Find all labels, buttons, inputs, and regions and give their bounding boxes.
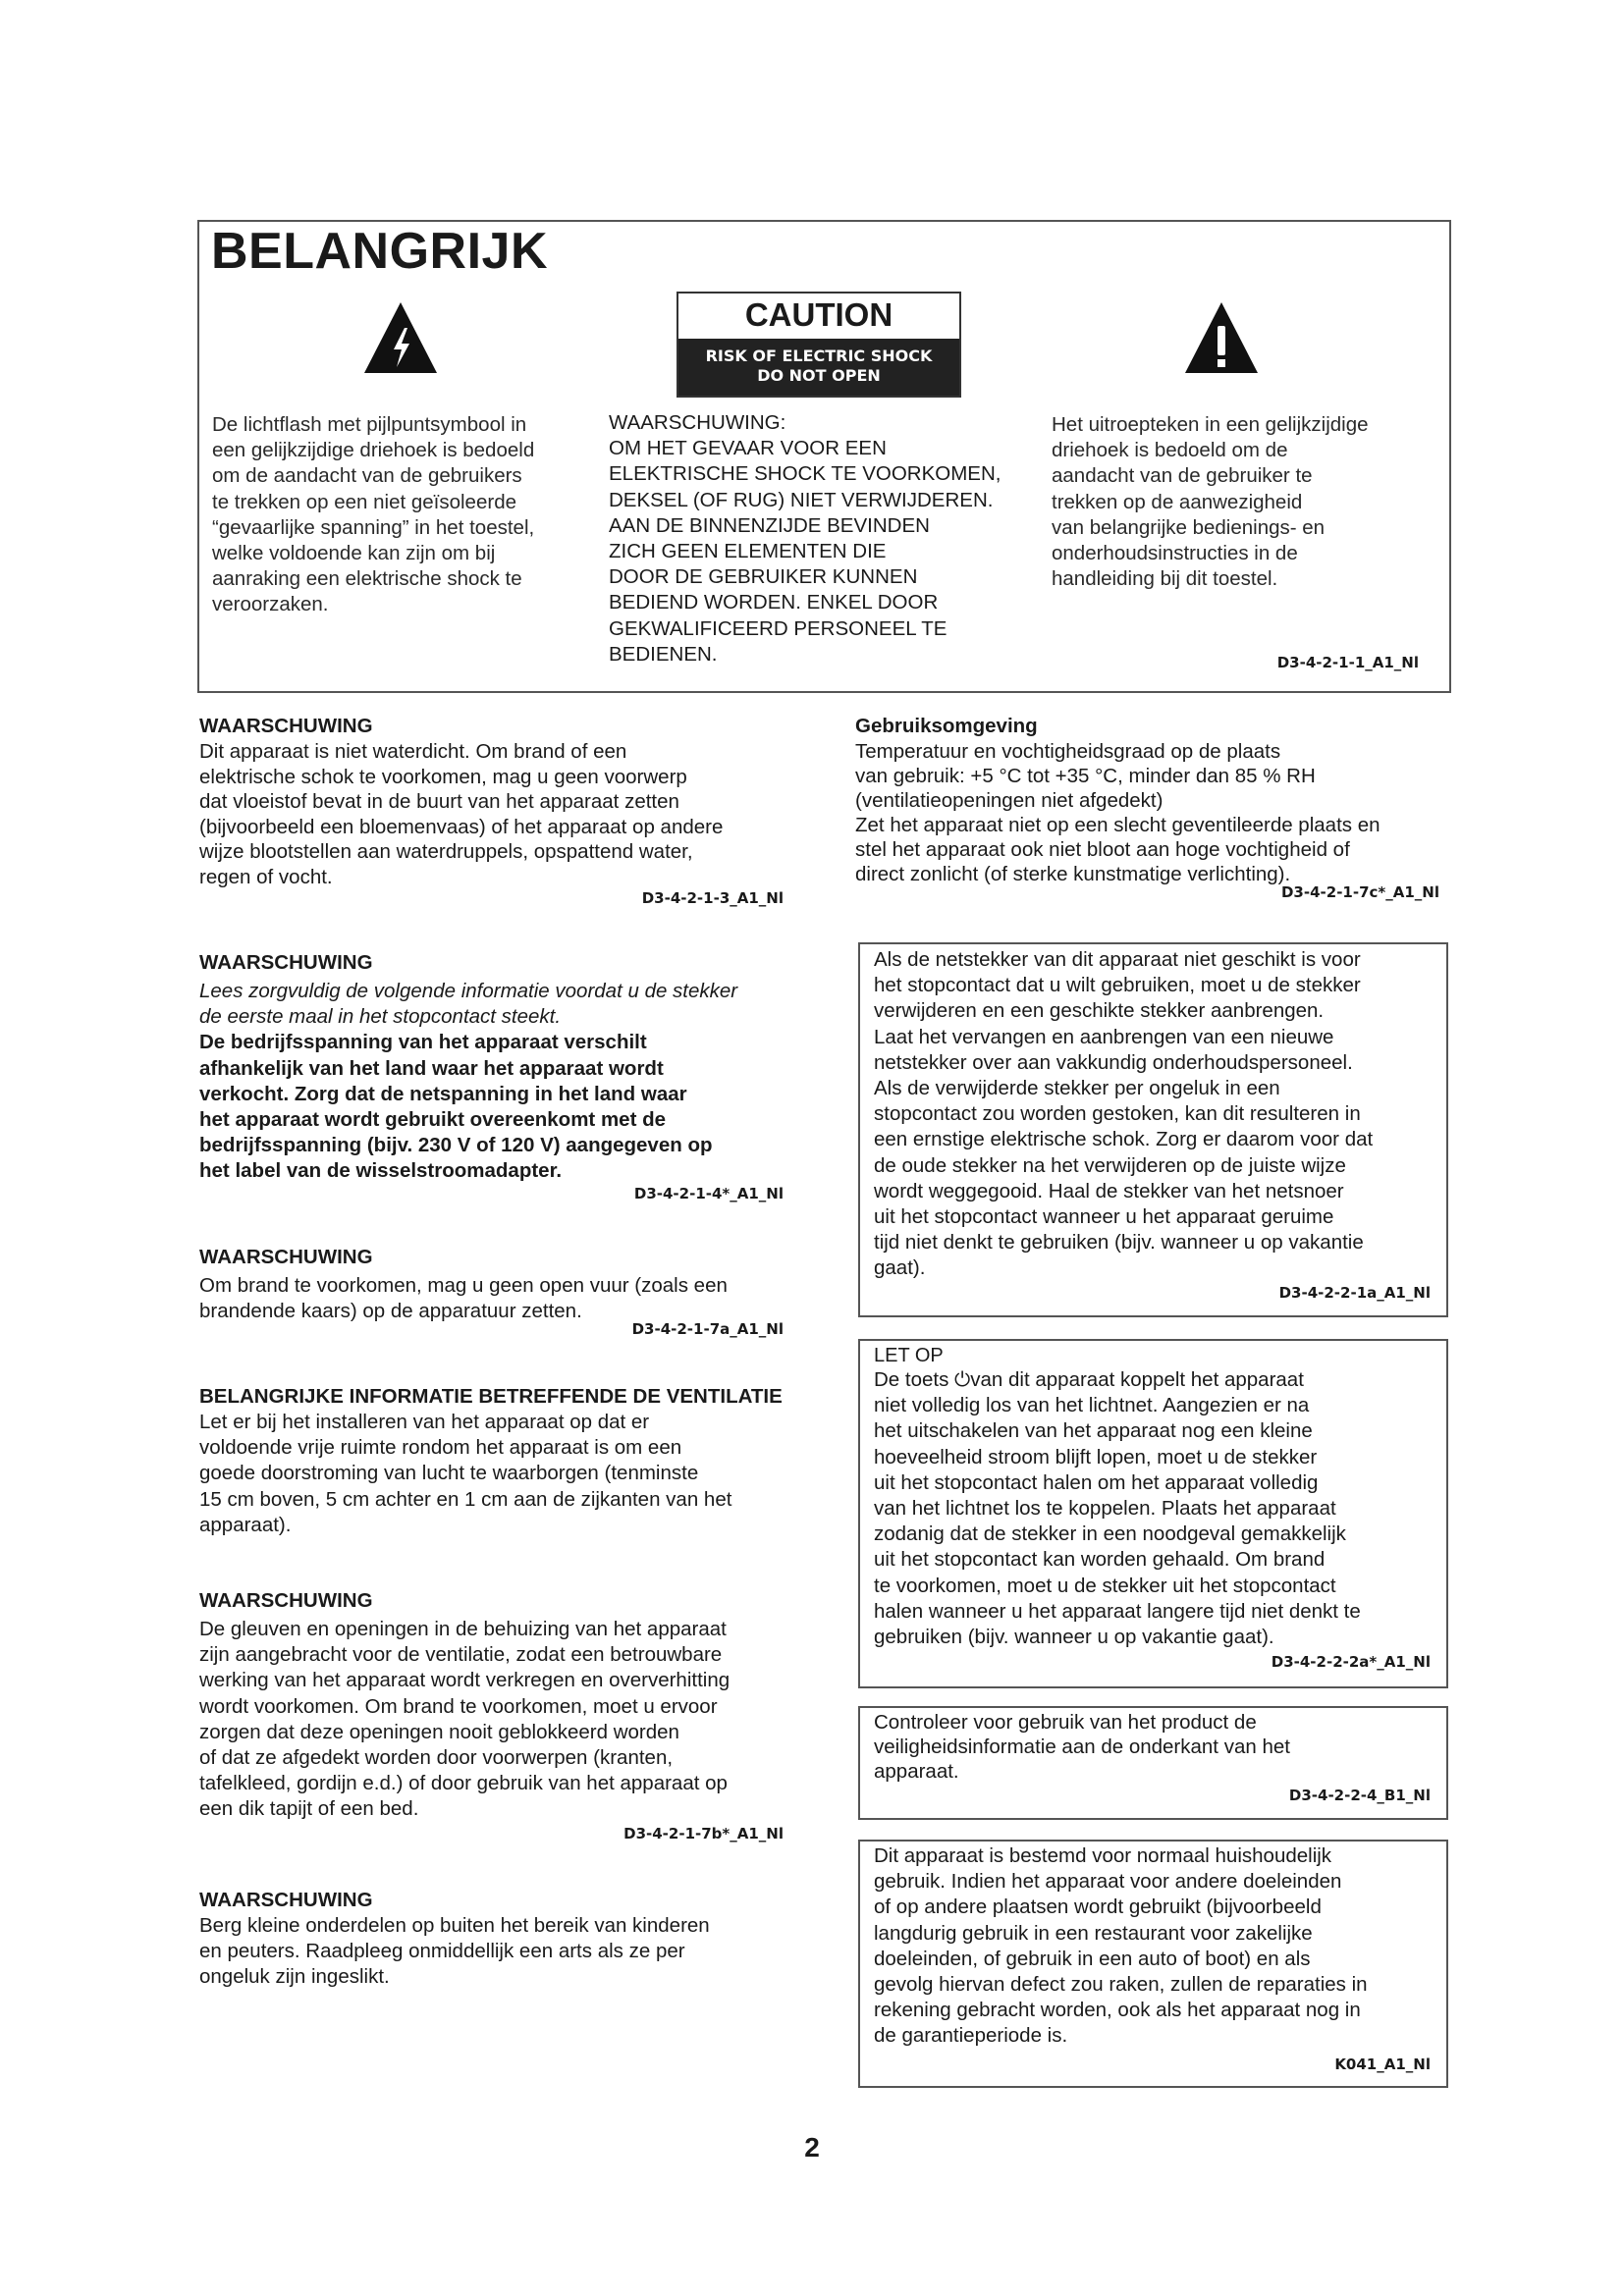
text-line: elektrische schok te voorkomen, mag u geen voorwerp [199,765,687,788]
caution-label [677,292,961,398]
exclamation-warning-icon [1182,298,1261,377]
text-line: gevolg hiervan defect zou raken, zullen de reparaties in [874,1973,1368,1997]
text-line: Om brand te voorkomen, mag u geen open vuur (zoals een [199,1274,728,1297]
reference-code: D3-4-2-2-2a*_A1_Nl [1271,1653,1431,1671]
text-line: Als de netstekker van dit apparaat niet geschikt is voor [874,948,1361,971]
text-line: de oude stekker na het verwijderen op de juiste wijze [874,1153,1346,1177]
lightning-warning-icon [361,298,440,377]
text-line: apparaat. [874,1760,959,1783]
text-line: het apparaat wordt gebruikt overeenkomt met de [199,1108,667,1132]
important-right-text [1052,412,1369,592]
text-line: De lichtflash met pijlpuntsymbool in [212,413,527,436]
text-line: AAN DE BINNENZIJDE BEVINDEN [609,513,930,537]
text-line: gaat). [874,1256,926,1280]
text-line: Zet het apparaat niet op een slecht geventileerde plaats en [855,814,1380,836]
text-line: langdurig gebruik in een restaurant voor zakelijke [874,1921,1313,1945]
text-line: hoeveelheid stroom blijft lopen, moet u de stekker [874,1445,1318,1468]
text-line: niet volledig los van het lichtnet. Aangezien er na [874,1394,1310,1417]
text-line: OM HET GEVAAR VOOR EEN [609,437,887,460]
text-line: van belangrijke bedienings- en [1052,515,1326,539]
text-line: Laat het vervangen en aanbrengen van een nieuwe [874,1025,1334,1048]
text-line: De bedrijfsspanning van het apparaat verschilt [199,1031,647,1054]
text-line: en peuters. Raadpleeg onmiddellijk een arts als ze per [199,1940,685,1963]
section-heading: LET OP [874,1345,944,1366]
safety-info-box [858,1706,1448,1820]
text-line: welke voldoende kan zijn om bij [212,542,496,565]
text-line: de garantieperiode is. [874,2024,1068,2048]
reference-code: D3-4-2-1-1_A1_Nl [1276,654,1419,671]
section-heading: WAARSCHUWING [199,1246,373,1268]
text-line: te voorkomen, moet u de stekker uit het stopcontact [874,1574,1336,1597]
text-line: een ernstige elektrische schok. Zorg er daarom voor dat [874,1128,1374,1151]
section-heading: BELANGRIJKE INFORMATIE BETREFFENDE DE VENTILATIE [199,1385,783,1408]
warning-section-open-flame [199,1245,784,1338]
text-line: werking van het apparaat wordt verkregen en oververhitting [199,1669,731,1692]
text-line: Temperatuur en vochtigheidsgraad op de plaats [855,740,1281,763]
text-line: Berg kleine onderdelen op buiten het bereik van kinderen [199,1914,710,1937]
text-line: het uitschakelen van het apparaat nog een kleine [874,1419,1313,1443]
text-line: trekken op de aanwezigheid [1052,490,1303,513]
text-line: wordt weggegooid. Haal de stekker van het netsnoer [874,1179,1344,1202]
text-line [874,1367,1361,1393]
text-line: stel het apparaat ook niet bloot aan hoge vochtigheid of [855,838,1350,861]
text-line: te trekken op een niet geïsoleerde [212,490,516,513]
text-line: handleiding bij dit toestel. [1052,567,1278,591]
text-line: aanraking een elektrische shock te [212,567,522,591]
text-line: apparaat). [199,1513,292,1536]
operating-environment-section [855,714,1439,901]
text-line: van het lichtnet los te koppelen. Plaats het apparaat [874,1497,1336,1521]
text-line: Als de verwijderde stekker per ongeluk in een [874,1077,1280,1100]
text-line: rekening gebracht worden, ook als het apparaat nog in [874,1999,1361,2022]
text-line: tafelkleed, gordijn e.d.) of door gebruik van het apparaat op [199,1772,728,1795]
text-line: Dit apparaat is niet waterdicht. Om brand of een [199,740,627,763]
text-line: ELEKTRISCHE SHOCK TE VOORKOMEN, [609,462,1001,486]
section-heading: WAARSCHUWING [199,715,373,737]
text-line: gebruik. Indien het apparaat voor andere doeleinden [874,1870,1342,1894]
text-line: stopcontact zou worden gestoken, kan dit resulteren in [874,1102,1361,1126]
text-line: De gleuven en openingen in de behuizing van het apparaat [199,1618,727,1640]
text-line: uit het stopcontact kan worden gehaald. Om brand [874,1548,1326,1572]
text-line: of dat ze afgedekt worden door voorwerpen (kranten, [199,1746,674,1770]
text-line: 15 cm boven, 5 cm achter en 1 cm aan de zijkanten van het [199,1487,732,1511]
text-line: (ventilatieopeningen niet afgedekt) [855,789,1164,812]
text-line: driehoek is bedoeld om de [1052,439,1288,462]
text-line: onderhoudsinstructies in de [1052,542,1298,565]
text-line: veiligheidsinformatie aan de onderkant van het [874,1735,1290,1758]
text-line: uit het stopcontact halen om het apparaat volledig [874,1470,1319,1494]
text-line: Het uitroepteken in een gelijkzijdige [1052,413,1369,436]
text-line: DOOR DE GEBRUIKER KUNNEN [609,565,918,589]
text-line: voldoende vrije ruimte rondom het apparaat is om een [199,1436,682,1460]
section-heading: WAARSCHUWING [199,1589,373,1612]
text-line: BEDIEND WORDEN. ENKEL DOOR [609,591,939,614]
text-line: verwijderen en een geschikte stekker aanbrengen. [874,999,1325,1023]
text-line: zorgen dat deze openingen nooit geblokkeerd worden [199,1720,679,1743]
text-fragment: De toets [874,1368,955,1391]
text-line: netstekker over aan vakkundig onderhoudspersoneel. [874,1050,1353,1074]
text-line: om de aandacht van de gebruikers [212,464,522,488]
text-line: wordt voorkomen. Om brand te voorkomen, moet u ervoor [199,1694,718,1718]
text-line: aandacht van de gebruiker te [1052,464,1313,488]
warning-section-voltage [199,950,784,1202]
power-icon: ⏻ [954,1368,971,1391]
text-line: ZICH GEEN ELEMENTEN DIE [609,540,887,563]
caution-title: CAUTION [744,296,893,333]
text-line: GEKWALIFICEERD PERSONEEL TE [609,616,947,640]
text-line: dat vloeistof bevat in de buurt van het apparaat zetten [199,790,679,813]
household-use-box [858,1840,1448,2088]
text-line: de eerste maal in het stopcontact steekt. [199,1005,562,1029]
ventilation-section [199,1384,788,1538]
text-line: het label van de wisselstroomadapter. [199,1159,563,1183]
text-fragment: van dit apparaat koppelt het apparaat [970,1368,1304,1391]
text-line: Dit apparaat is bestemd voor normaal huishoudelijk [874,1844,1332,1867]
text-line: (bijvoorbeeld een bloemenvaas) of het apparaat op andere [199,815,724,838]
text-line: halen wanneer u het apparaat langere tijd niet denkt te [874,1599,1361,1623]
reference-code: D3-4-2-2-1a_A1_Nl [1278,1284,1431,1302]
reference-code: D3-4-2-1-7c*_A1_Nl [1280,883,1439,901]
text-line: veroorzaken. [212,593,329,616]
reference-code: D3-4-2-1-3_A1_Nl [641,889,784,907]
text-line: het stopcontact dat u wilt gebruiken, moet u de stekker [874,974,1361,997]
text-line: zodanig dat de stekker in een noodgeval gemakkelijk [874,1522,1346,1546]
reference-code: D3-4-2-1-4*_A1_Nl [633,1184,784,1202]
text-line: gebruiken (bijv. wanneer u op vakantie gaat). [874,1626,1274,1649]
text-line: of op andere plaatsen wordt gebruikt (bijvoorbeeld [874,1896,1322,1919]
text-line: uit het stopcontact wanneer u het apparaat geruime [874,1205,1334,1229]
caution-subtitle [678,339,959,396]
text-line: Let er bij het installeren van het apparaat op dat er [199,1411,650,1433]
caution-line: DO NOT OPEN [757,366,881,385]
text-line: regen of vocht. [199,865,333,888]
text-line: afhankelijk van het land waar het apparaat wordt [199,1056,664,1080]
text-line: tijd niet denkt te gebruiken (bijv. wanneer u op vakantie [874,1231,1364,1255]
text-line: doeleinden, of gebruik in een auto of boot) en als [874,1947,1311,1970]
reference-code: D3-4-2-1-7b*_A1_Nl [623,1824,784,1842]
section-heading: WAARSCHUWING [199,951,373,974]
text-line: DEKSEL (OF RUG) NIET VERWIJDEREN. [609,488,994,511]
text-line: een gelijkzijdige driehoek is bedoeld [212,439,535,462]
text-line: goede doorstroming van lucht te waarborgen (tenminste [199,1462,699,1485]
text-line: Controleer voor gebruik van het product de [874,1711,1257,1734]
text-line: een dik tapijt of een bed. [199,1797,419,1821]
text-line: wijze blootstellen aan waterdruppels, opspattend water, [199,840,693,863]
text-line: WAARSCHUWING: [609,411,786,434]
text-line: brandende kaars) op de apparatuur zetten. [199,1300,582,1323]
reference-code: D3-4-2-1-7a_A1_Nl [631,1320,784,1339]
important-left-text [212,412,534,618]
text-line: “gevaarlijke spanning” in het toestel, [212,515,535,539]
warning-section-openings [199,1588,784,1842]
warning-section-small-parts [199,1888,784,1991]
caution-line: RISK OF ELECTRIC SHOCK [705,347,933,365]
text-line: zijn aangebracht voor de ventilatie, zodat een betrouwbare [199,1643,723,1667]
text-line: BEDIENEN. [609,642,718,666]
important-middle-text [609,410,1001,667]
text-line: ongeluk zijn ingeslikt. [199,1965,390,1989]
warning-section-waterproof [199,714,784,907]
text-line: Lees zorgvuldig de volgende informatie voordat u de stekker [199,980,738,1002]
text-line: bedrijfsspanning (bijv. 230 V of 120 V) aangegeven op [199,1134,713,1157]
caution-standby-box [858,1339,1448,1688]
text-line: direct zonlicht (of sterke kunstmatige verlichting). [855,863,1291,885]
section-heading: WAARSCHUWING [199,1889,373,1911]
important-title: BELANGRIJK [211,223,549,280]
text-line: verkocht. Zorg dat de netspanning in het land waar [199,1082,687,1105]
plug-replacement-box [858,942,1448,1317]
page-number: 2 [804,2132,820,2163]
reference-code: D3-4-2-2-4_B1_Nl [1288,1787,1431,1804]
text-line: van gebruik: +5 °C tot +35 °C, minder dan 85 % RH [855,765,1316,787]
reference-code: K041_A1_Nl [1334,2056,1431,2073]
section-heading: Gebruiksomgeving [855,715,1038,737]
